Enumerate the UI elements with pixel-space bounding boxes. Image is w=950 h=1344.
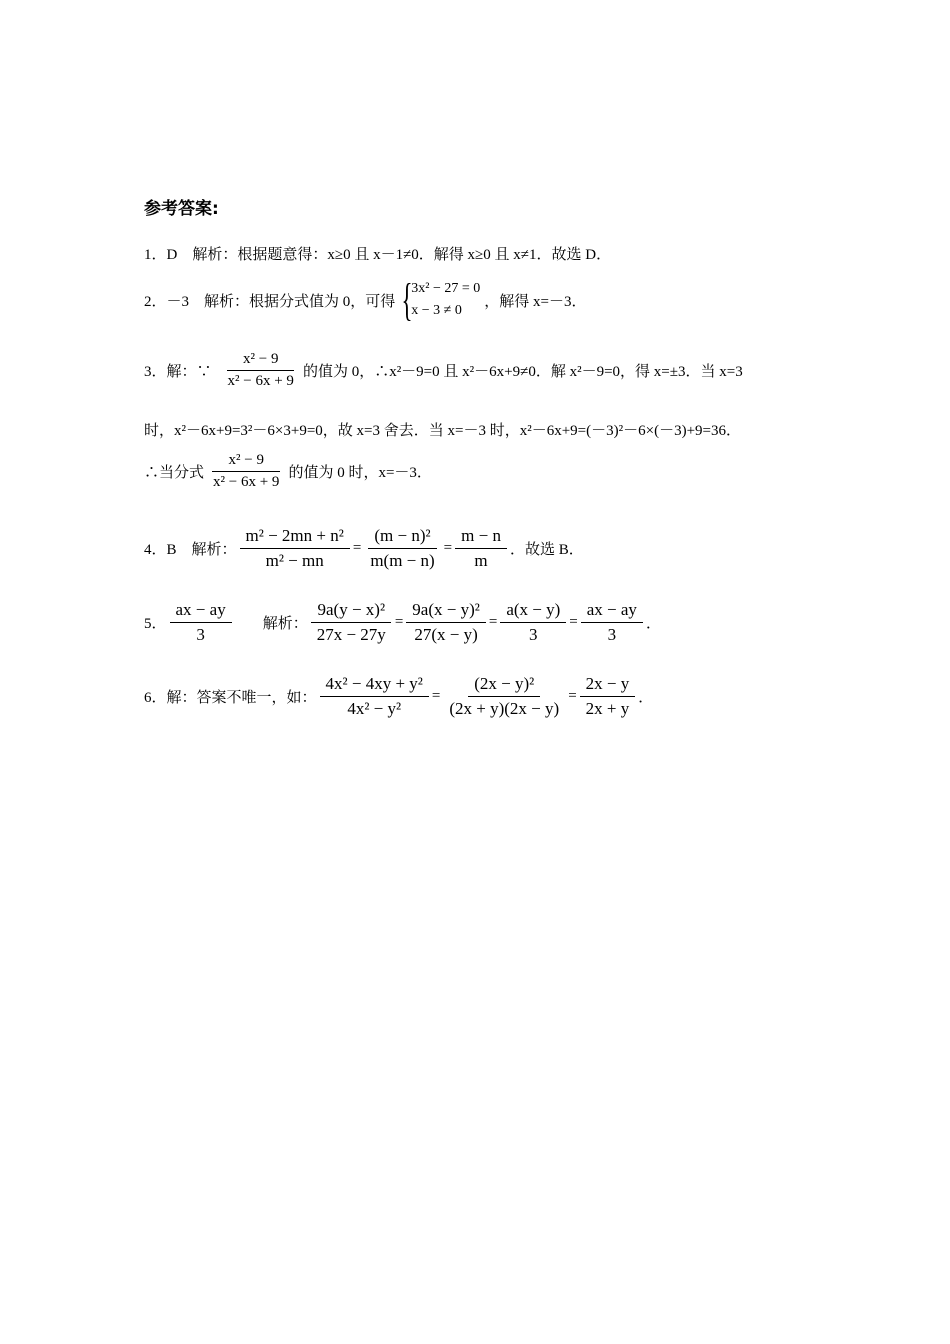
answer-3-line-2: 时，x²－6x+9=3²－6×3+9=0，故 x=3 舍去．当 x=－3 时，x²－6x+9=(－3)²－6×(－3)+9=36． bbox=[144, 423, 741, 439]
fraction-numerator: x² − 9 bbox=[227, 351, 294, 371]
fraction bbox=[311, 600, 392, 645]
page-title: 参考答案: bbox=[144, 199, 219, 219]
fraction bbox=[581, 600, 643, 645]
fraction bbox=[364, 526, 440, 571]
fraction-denominator: x² − 6x + 9 bbox=[227, 373, 294, 389]
fraction-denominator: m(m − n) bbox=[370, 551, 435, 570]
fraction bbox=[406, 600, 486, 645]
fraction-numerator: ax − ay bbox=[581, 600, 643, 623]
fraction-denominator: 3 bbox=[607, 625, 617, 644]
answer-6 bbox=[144, 674, 653, 719]
fraction-denominator: 2x + y bbox=[585, 699, 630, 718]
answer-3-line-3-suffix: 的值为 0 时，x=－3． bbox=[288, 465, 432, 481]
equals-sign: = bbox=[443, 540, 453, 556]
fraction-numerator: m − n bbox=[455, 526, 507, 549]
fraction-numerator: 2x − y bbox=[580, 674, 636, 697]
fraction-denominator: 3 bbox=[196, 625, 205, 644]
answer-3-prefix: 3．解：∵ bbox=[144, 364, 212, 380]
system-equation-2: x − 3 ≠ 0 bbox=[411, 303, 462, 318]
equation-system bbox=[399, 274, 481, 325]
answer-3-line-3-prefix: ∴当分式 bbox=[144, 465, 205, 481]
fraction-numerator: a(x − y) bbox=[500, 600, 566, 623]
fraction-numerator: (m − n)² bbox=[368, 526, 436, 549]
fraction bbox=[222, 351, 300, 390]
brace-icon: { bbox=[401, 274, 413, 325]
answer-3-mid: 的值为 0，∴x²－9=0 且 x²－6x+9≠0．解 x²－9=0，得 x=±3．当 x=3 bbox=[302, 364, 743, 380]
equals-sign: = bbox=[568, 688, 577, 704]
fraction bbox=[443, 674, 565, 719]
fraction bbox=[240, 526, 350, 571]
fraction-denominator: m bbox=[474, 551, 488, 570]
fraction bbox=[320, 674, 429, 719]
answer-5-label: 解析： bbox=[262, 616, 308, 632]
fraction bbox=[580, 674, 636, 719]
fraction bbox=[455, 526, 507, 571]
fraction-numerator: 4x² − 4xy + y² bbox=[320, 674, 429, 697]
answer-6-suffix: ． bbox=[638, 690, 654, 706]
answer-3-line-3 bbox=[144, 452, 432, 491]
fraction-denominator: x² − 6x + 9 bbox=[213, 474, 280, 490]
fraction-denominator: 27x − 27y bbox=[316, 625, 386, 644]
fraction bbox=[170, 600, 232, 645]
fraction-numerator: 9a(x − y)² bbox=[406, 600, 486, 623]
fraction-denominator: (2x + y)(2x − y) bbox=[449, 699, 560, 718]
answer-4-prefix: 4．B 解析： bbox=[144, 542, 237, 558]
answer-1: 1．D 解析：根据题意得：x≥0 且 x－1≠0．解得 x≥0 且 x≠1．故选 D． bbox=[144, 247, 612, 263]
fraction-denominator: m² − mn bbox=[265, 551, 324, 570]
equals-sign: = bbox=[431, 688, 441, 704]
fraction bbox=[500, 600, 566, 645]
fraction-denominator: 27(x − y) bbox=[414, 625, 478, 644]
answer-5-prefix: 5． bbox=[144, 616, 167, 632]
fraction-denominator: 4x² − y² bbox=[347, 699, 402, 718]
answer-4 bbox=[144, 526, 584, 571]
answer-3-line-1 bbox=[144, 351, 743, 390]
equals-sign: = bbox=[352, 540, 362, 556]
answer-5 bbox=[144, 600, 661, 645]
fraction-numerator: (2x − y)² bbox=[468, 674, 540, 697]
fraction-numerator: ax − ay bbox=[170, 600, 232, 623]
fraction bbox=[207, 452, 285, 491]
answer-5-suffix: ． bbox=[645, 616, 661, 632]
answer-4-suffix: ．故选 B． bbox=[509, 542, 584, 558]
equals-sign: = bbox=[394, 614, 404, 630]
answer-2-suffix: ，解得 x=－3． bbox=[484, 293, 587, 310]
equals-sign: = bbox=[569, 614, 578, 630]
answer-2 bbox=[144, 274, 587, 325]
system-equation-1: 3x² − 27 = 0 bbox=[411, 281, 481, 296]
answer-6-prefix: 6．解：答案不唯一，如： bbox=[144, 690, 317, 706]
answer-2-prefix: 2．－3 解析：根据分式值为 0，可得 bbox=[144, 293, 396, 310]
fraction-denominator: 3 bbox=[529, 625, 538, 644]
fraction-numerator: 9a(y − x)² bbox=[311, 600, 391, 623]
fraction-numerator: m² − 2mn + n² bbox=[240, 526, 350, 549]
fraction-numerator: x² − 9 bbox=[212, 452, 279, 472]
equals-sign: = bbox=[488, 614, 498, 630]
